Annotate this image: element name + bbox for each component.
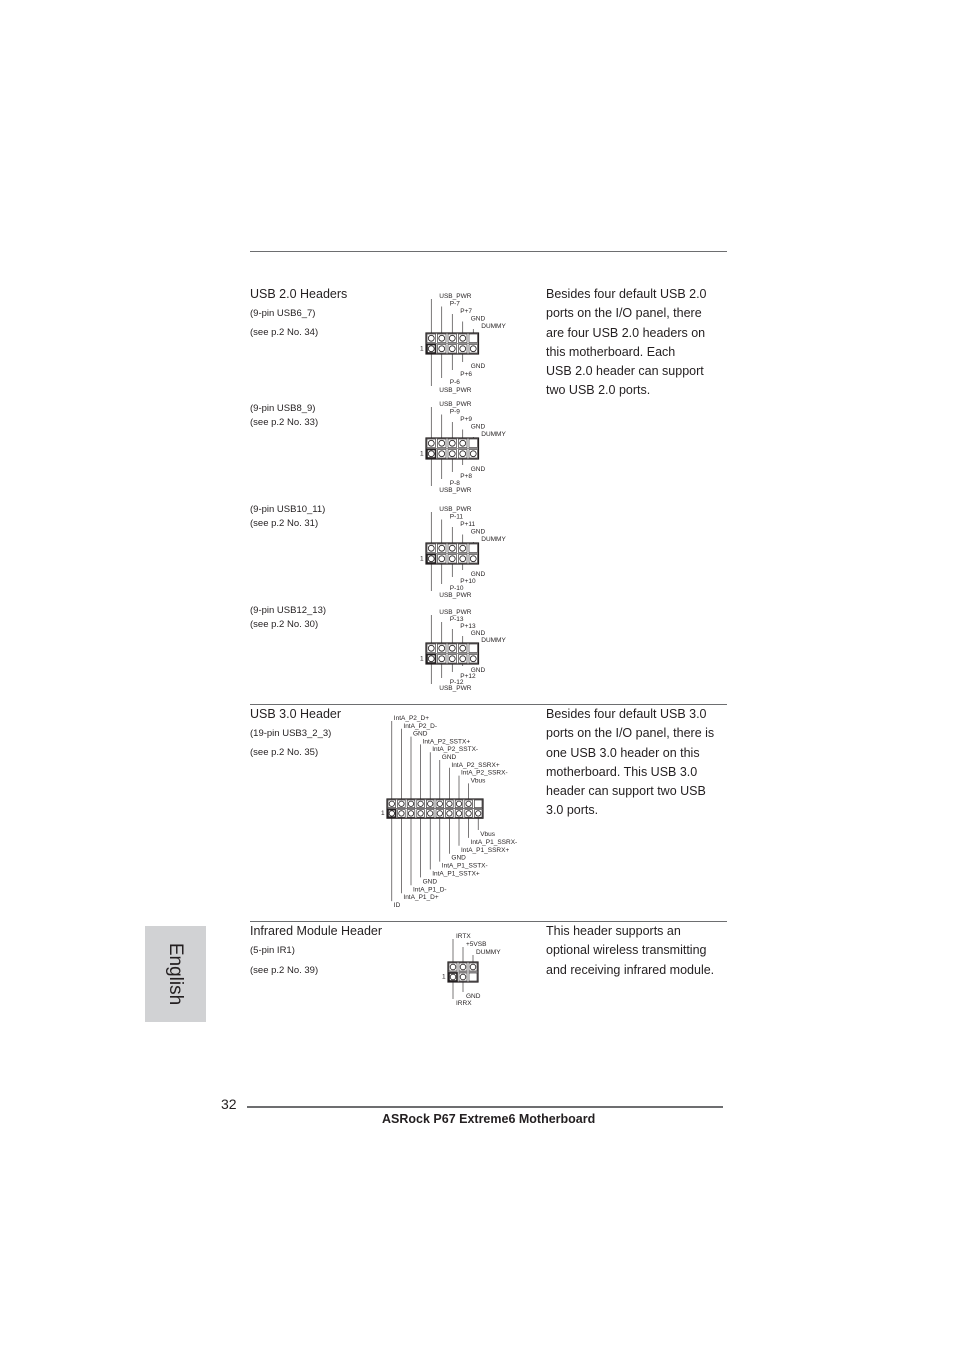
language-tab-label: English [165,942,186,1006]
usb30-desc-line: header can support two USB [546,784,706,799]
usb30-title: USB 3.0 Header [250,707,342,721]
pin-label: IntA_P2_SSRX- [461,769,508,777]
pin-label: IntA_P2_D- [403,722,438,730]
pin [428,811,433,816]
usb30-pins: (19-pin USB3_2_3) [250,728,332,739]
pin-label: IRRX [456,1000,472,1007]
ir-pins: (5-pin IR1) [250,945,295,956]
pin [399,801,404,806]
pin-label: GND [413,730,428,738]
pin [447,801,452,806]
pin-label: P+9 [460,416,472,423]
usb1011-pins: (9-pin USB10_11) [250,504,326,515]
usb67-pin-diagram [420,288,510,394]
usb30-desc-line: 3.0 ports. [546,803,599,818]
pin-cell [474,800,482,808]
ir-desc-line: This header supports an [546,924,681,938]
usb20-desc-line: USB 2.0 header can support [546,364,704,379]
pin1-label: 1 [420,555,424,563]
usb1213-pin-diagram [420,605,510,693]
pin-label: GND [470,423,486,431]
usb30-ref: (see p.2 No. 35) [250,747,319,758]
usb1213-ref: (see p.2 No. 30) [250,619,319,630]
pin [439,645,445,651]
pin [449,645,455,651]
pin-label: DUMMY [481,637,506,644]
usb30-description [546,705,714,821]
pin-label: P-10 [449,585,464,592]
pin-label: USB_PWR [439,387,472,394]
pin-label: IntA_P1_SSTX+ [432,870,480,878]
pin [466,801,471,806]
pin-label: Vbus [480,831,496,838]
pin-label: GND [470,315,486,323]
pin1-label: 1 [420,655,424,663]
pin [428,451,434,457]
pin [460,964,466,970]
usb20-desc-line: this motherboard. Each [546,344,676,359]
pin-label: USB_PWR [439,592,472,599]
pin [450,974,456,980]
top-rule [250,251,727,252]
pin-label: IntA_P1_SSTX- [441,862,488,870]
ir-desc-line: and receiving infrared module. [546,962,715,977]
pin [439,545,445,551]
pin [439,451,445,457]
usb1011-pin-diagram [420,503,510,601]
pin1-label: 1 [420,450,424,458]
pin-label: P-9 [449,408,460,416]
ir-title: Infrared Module Header [250,924,383,938]
pin [456,801,461,806]
pin [456,811,461,816]
pin-label: P+7 [460,308,472,315]
pin [460,545,466,551]
pin-label: USB_PWR [439,487,472,494]
pin-label: GND [470,667,486,674]
ir-desc-line: optional wireless transmitting [546,943,707,958]
pin [428,346,434,352]
pin-label: P-11 [449,513,463,521]
pin [439,346,445,352]
pin-label: USB_PWR [439,293,472,300]
footer-title: ASRock P67 Extreme6 Motherboard [382,1112,596,1126]
usb20-title: USB 2.0 Headers [250,287,348,301]
pin [428,556,434,562]
pin-cell [469,544,478,553]
pin-label: DUMMY [481,323,506,330]
pin-label: IntA_P2_SSTX- [432,746,479,754]
pin-label: IntA_P1_D- [413,886,447,894]
pin [418,801,423,806]
pin [428,801,433,806]
pin-label: IntA_P2_D+ [393,715,430,722]
pin-label: IntA_P1_SSRX+ [461,846,510,854]
usb89-pin-diagram [420,398,510,496]
pin-label: P-7 [449,300,460,308]
pin [460,335,466,341]
pin-label: P+11 [460,521,476,528]
pin [460,440,466,446]
pin-label: DUMMY [476,949,501,956]
pin-label: GND [470,630,486,637]
pin [439,656,445,662]
pin [399,811,404,816]
pin1-label: 1 [420,345,424,353]
pin [428,440,434,446]
footer-rule [247,1106,723,1108]
usb30-desc-line: ports on the I/O panel, there is [546,726,715,741]
usb1011-ref: (see p.2 No. 31) [250,518,319,529]
pin-label: IRTX [456,933,471,940]
pin [470,556,476,562]
pin [460,346,466,352]
usb67-ref: (see p.2 No. 34) [250,327,319,338]
pin-label: GND [470,528,486,536]
usb20-description [546,285,707,401]
pin [428,645,434,651]
pin1-label: 1 [381,809,385,817]
pin-label: P-12 [449,679,464,686]
pin [460,645,466,651]
pin1-label: 1 [442,973,446,981]
pin [439,556,445,562]
usb67-pins: (9-pin USB6_7) [250,308,316,319]
pin [460,656,466,662]
usb20-desc-line: ports on the I/O panel, there [546,306,702,321]
pin [428,545,434,551]
pin [466,811,471,816]
usb30-desc-line: one USB 3.0 header on this [546,745,700,760]
pin [408,801,413,806]
usb1213-pins: (9-pin USB12_13) [250,605,327,616]
pin [450,964,456,970]
pin [437,801,442,806]
pin-label: GND [470,571,486,578]
pin-label: GND [470,466,486,473]
page-number: 32 [221,1096,237,1112]
pin-cell [469,644,478,653]
pin-label: GND [422,878,438,886]
pin-label: P-8 [449,480,460,487]
ir-description [546,922,714,980]
pin [449,545,455,551]
pin [460,974,466,980]
pin-label: P+10 [460,578,476,585]
pin-label: USB_PWR [439,609,472,616]
pin [470,964,476,970]
pin-label: USB_PWR [439,685,472,692]
usb30-desc-line: motherboard. This USB 3.0 [546,764,698,779]
pin-label: IntA_P2_SSRX+ [451,761,500,769]
pin-label: P+13 [460,623,476,630]
pin-label: IntA_P2_SSTX+ [422,738,471,746]
pin [449,451,455,457]
usb89-pins: (9-pin USB8_9) [250,403,316,414]
pin [460,556,466,562]
pin-label: DUMMY [481,536,506,543]
usb20-desc-line: Besides four default USB 2.0 [546,287,707,301]
usb20-desc-line: are four USB 2.0 headers on [546,325,706,340]
pin [439,335,445,341]
ir-ref: (see p.2 No. 39) [250,965,319,976]
pin [476,811,481,816]
pin-label: IntA_P1_D+ [403,894,439,902]
usb30-pin-diagram [380,712,530,912]
pin-label: P-13 [449,616,464,623]
pin-label: GND [470,363,486,370]
pin-label: USB_PWR [439,401,472,408]
pin [449,556,455,562]
pin-label: IntA_P1_SSRX- [470,838,518,846]
pin-label: GND [451,854,466,862]
pin [418,811,423,816]
pin [449,335,455,341]
pin-cell [469,334,478,343]
pin-label: DUMMY [481,431,506,438]
pin-label: GND [441,754,457,761]
pin [437,811,442,816]
pin-label: P+6 [460,371,472,378]
language-tab [145,926,206,1022]
pin [447,811,452,816]
pin-label: P+12 [460,673,476,680]
pin [449,656,455,662]
pin [439,440,445,446]
pin [470,656,476,662]
pin-label: P+8 [460,473,472,480]
pin-cell [469,973,477,981]
pin [428,335,434,341]
pin [470,346,476,352]
pin-cell [469,439,478,448]
pin-label: +5VSB [466,941,487,948]
ir-pin-diagram [436,928,506,1010]
pin-label: USB_PWR [439,506,472,513]
pin-label: GND [466,993,481,1000]
usb20-desc-line: two USB 2.0 ports. [546,383,651,398]
usb89-ref: (see p.2 No. 33) [250,417,319,428]
pin [428,656,434,662]
pin [389,811,394,816]
pin-label: P-6 [449,379,460,386]
usb30-desc-line: Besides four default USB 3.0 [546,707,707,721]
pin-label: Vbus [470,777,486,785]
pin [408,811,413,816]
pin-label: ID [393,902,401,910]
pin [460,451,466,457]
pin [389,801,394,806]
pin [470,451,476,457]
pin [449,440,455,446]
pin [449,346,455,352]
